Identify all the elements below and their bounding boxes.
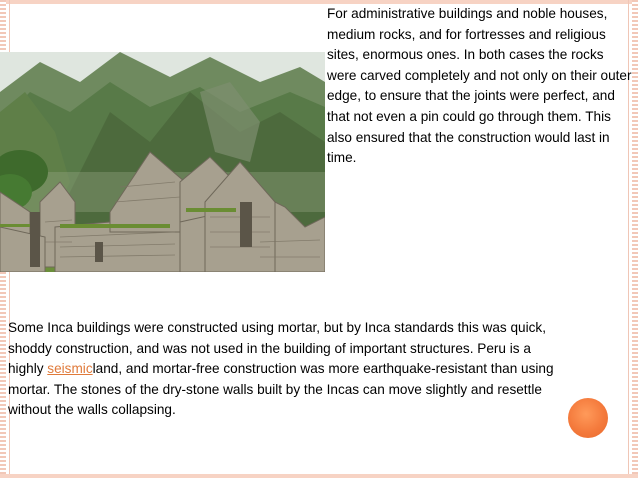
border-right-stripes [632,0,638,478]
bottom-paragraph-text-before: Some Inca buildings were constructed using mortar, but by Inca standards this was quick, shoddy construction, and was not used in the building of important structures. Peru is a highly [8,320,546,377]
decorative-orange-circle [568,398,608,438]
seismic-link[interactable]: seismic [47,361,93,377]
bottom-paragraph-text-after: land, and mortar-free construction was more earthquake-resistant than using mortar. The stones of the dry-stone walls built by the Incas can move slightly and resettle without the walls collapsing. [8,361,554,418]
photo-image [0,52,325,272]
bottom-paragraph [8,318,568,421]
inca-ruins-photo [0,52,325,272]
border-bottom [0,474,638,478]
top-paragraph: For administrative buildings and noble houses, medium rocks, and for fortresses and religious sites, enormous ones. In both cases the rocks were carved completely and not only on their outer edge, to ensure that the joints were perfect, and that not even a pin could go through them. This also ensured that the construction would last in time. [327,6,632,166]
